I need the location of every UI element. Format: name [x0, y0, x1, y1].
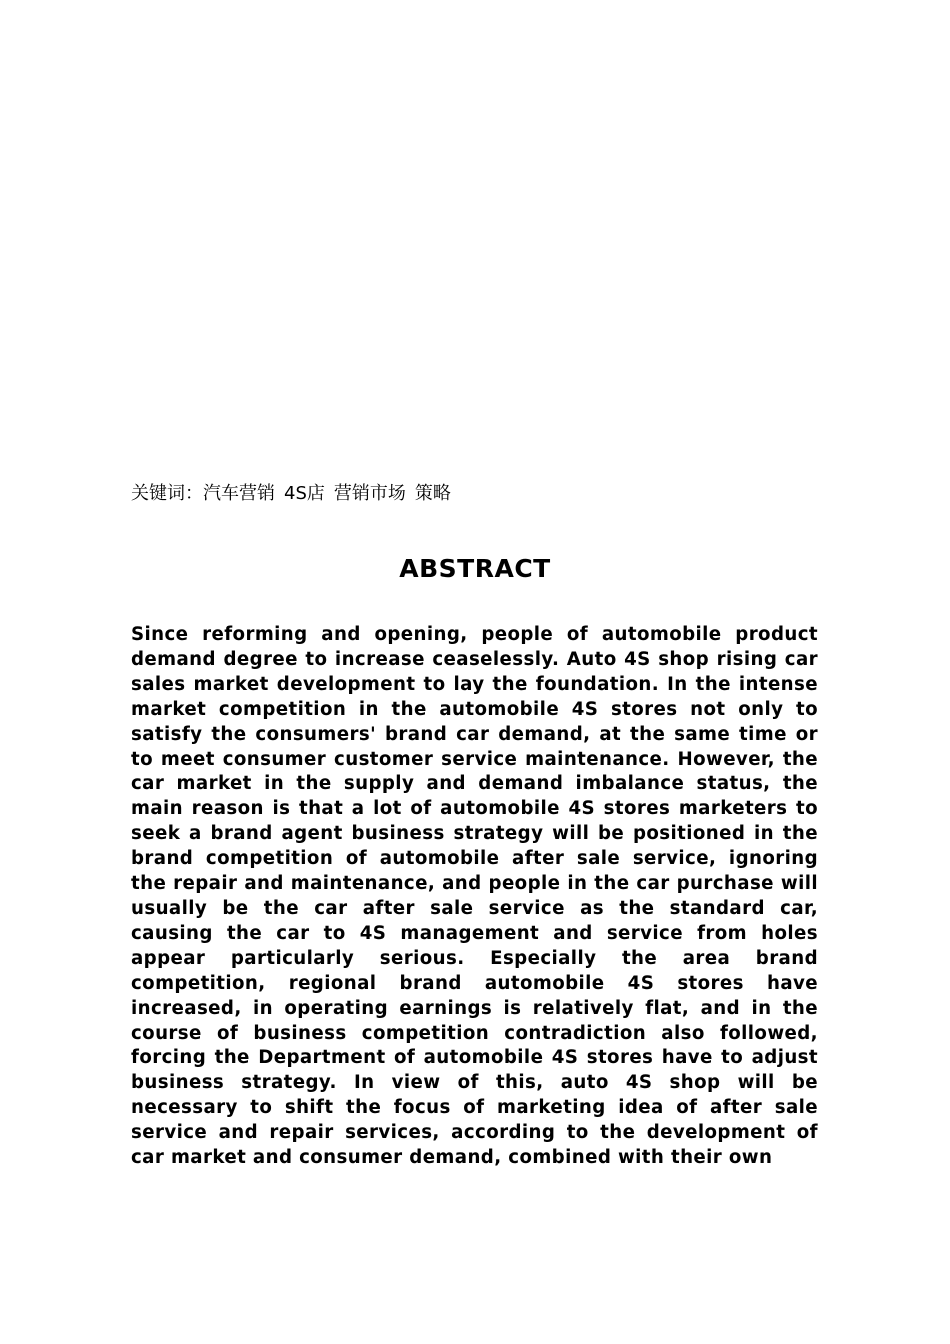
abstract-heading: ABSTRACT — [399, 554, 551, 583]
keyword-term: 4S店 — [284, 483, 325, 504]
abstract-body-text: Since reforming and opening, people of automobile product demand degree to increase ceaselessly. Auto 4S shop rising car sales market development to lay the foundation. In the intense market competition in the automobile 4S stores not only to satisfy the consumers' brand car demand, at the same time or to meet consumer customer service maintenance. However, the car market in the supply and demand imbalance status, the main reason is that a lot of automobile 4S stores marketers to seek a brand agent business strategy will be positioned in the brand competition of automobile after sale service, ignoring the repair and maintenance, and people in the car purchase will usually be the car after sale service as the standard car, causing the car to 4S management and service from holes appear particularly serious. Especially the area brand competition, regional brand automobile 4S stores have increased, in operating earnings is relatively flat, and in the course of business competition contradiction also followed, forcing the Department of automobile 4S stores have to adjust business strategy. In view of this, auto 4S shop will be necessary to shift the focus of marketing idea of after sale service and repair services, according to the development of car market and consumer demand, combined with their own — [131, 624, 818, 1169]
keywords-line — [131, 481, 460, 507]
keywords-label: 关键词： — [131, 483, 203, 504]
keyword-term: 营销市场 — [333, 483, 406, 504]
keyword-term: 汽车营销 — [203, 483, 275, 504]
keyword-term: 策略 — [414, 483, 451, 504]
